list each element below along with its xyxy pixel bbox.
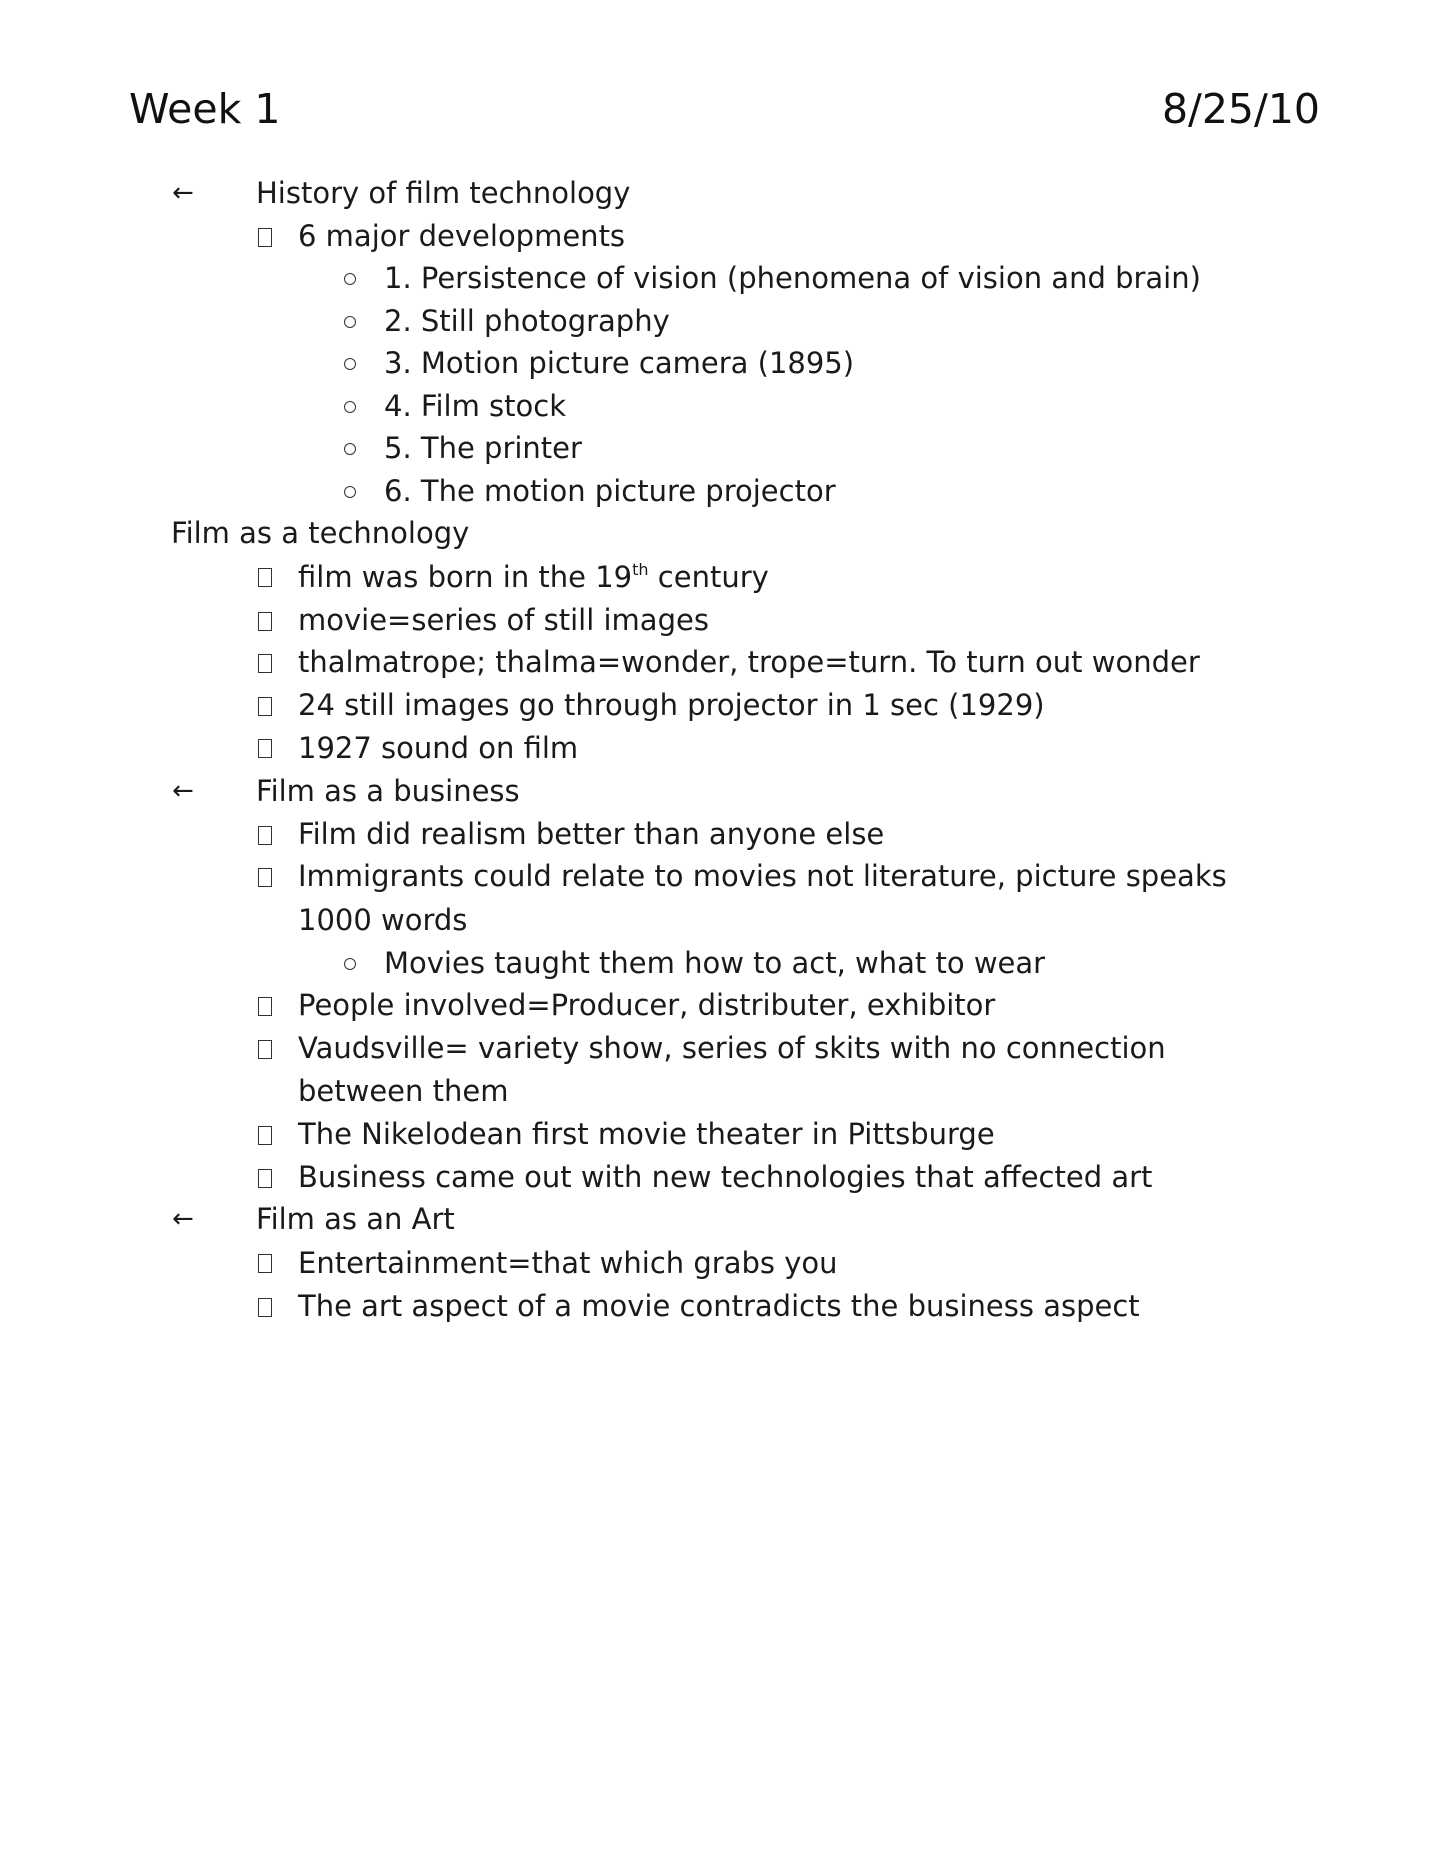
outline-item-text-part: century [648,559,769,594]
outline-item-text: 24 still images go through projector in 1 sec (1929) [298,687,1045,722]
outline-item [0,813,1456,856]
outline-item-text: between them [298,1074,509,1108]
square-bullet-icon [258,1254,272,1273]
superscript: th [632,559,649,579]
outline-item [0,257,1456,300]
outline-item [0,984,1456,1027]
notes-outline [0,172,1456,1327]
outline-item-text: 4. Film stock [384,388,567,423]
outline-item [0,1198,1456,1241]
outline-item [0,172,1456,215]
outline-item [0,855,1456,898]
outline-item-text: 5. The printer [384,431,582,465]
outline-item-text: 6 major developments [298,218,626,253]
outline-item-text: Vaudsville= variety show, series of skits with no connection [298,1030,1166,1065]
outline-item [0,770,1456,813]
outline-item-text: Film as a business [256,774,520,808]
outline-item-text: Film as an Art [256,1202,455,1236]
square-bullet-icon [258,1126,272,1145]
outline-item-text: Immigrants could relate to movies not literature, picture speaks [298,859,1227,893]
outline-item-text: Movies taught them how to act, what to wear [384,945,1046,980]
outline-item-text: 3. Motion picture camera (1895) [384,346,855,380]
square-bullet-icon [258,697,272,716]
outline-item-text: History of film technology [256,176,631,210]
outline-item [0,1241,1456,1285]
outline-item [0,684,1456,727]
square-bullet-icon [258,739,272,758]
outline-item [0,1285,1456,1328]
circle-bullet-icon [344,443,356,455]
outline-item [0,1069,1456,1113]
outline-item-text: 1000 words [298,902,468,937]
arrow-left-icon: ← [172,178,194,208]
outline-item-text: Business came out with new technologies that affected art [298,1159,1153,1194]
outline-item-text: 1927 sound on film [298,731,579,765]
square-bullet-icon [258,1298,272,1317]
outline-item-text: 2. Still photography [384,303,670,338]
circle-bullet-icon [344,316,356,328]
outline-item [0,385,1456,428]
arrow-left-icon: ← [172,1204,194,1234]
outline-item [0,555,1456,599]
outline-item [0,300,1456,343]
outline-item-text: Entertainment=that which grabs you [298,1245,838,1280]
outline-item-text: movie=series of still images [298,602,709,637]
circle-bullet-icon [344,401,356,413]
outline-item [0,512,1456,555]
square-bullet-icon [258,1169,272,1188]
square-bullet-icon [258,1040,272,1059]
square-bullet-icon [258,868,272,887]
outline-item-text: thalmatrope; thalma=wonder, trope=turn. To turn out wonder [298,645,1200,679]
outline-item [0,1113,1456,1156]
outline-item-text: People involved=Producer, distributer, exhibitor [298,988,996,1022]
circle-bullet-icon [344,358,356,370]
square-bullet-icon [258,228,272,247]
outline-item [0,215,1456,258]
outline-item [0,898,1456,942]
square-bullet-icon [258,612,272,631]
outline-item-text: The Nikelodean first movie theater in Pittsburge [298,1117,995,1151]
outline-item [0,942,1456,985]
outline-item [0,641,1456,684]
page-date: 8/25/10 [1161,85,1320,133]
arrow-left-icon: ← [172,776,194,806]
outline-item-text: The art aspect of a movie contradicts the business aspect [298,1288,1140,1323]
square-bullet-icon [258,826,272,845]
outline-item [0,427,1456,470]
outline-item [0,470,1456,513]
outline-item-text: 6. The motion picture projector [384,473,836,508]
outline-item [0,342,1456,385]
square-bullet-icon [258,654,272,673]
outline-item-text [298,555,769,599]
square-bullet-icon [258,568,272,587]
outline-item-text: Film did realism better than anyone else [298,816,885,851]
outline-item-text-part: film was born in the 19 [298,559,633,594]
circle-bullet-icon [344,958,356,970]
outline-item [0,1027,1456,1070]
page-title: Week 1 [129,85,281,133]
outline-item [0,726,1456,770]
circle-bullet-icon [344,273,356,285]
outline-item-text: 1. Persistence of vision (phenomena of vision and brain) [384,261,1201,295]
outline-item [0,1156,1456,1199]
outline-item-text: Film as a technology [171,516,470,550]
outline-item [0,599,1456,642]
square-bullet-icon [258,997,272,1016]
circle-bullet-icon [344,486,356,498]
